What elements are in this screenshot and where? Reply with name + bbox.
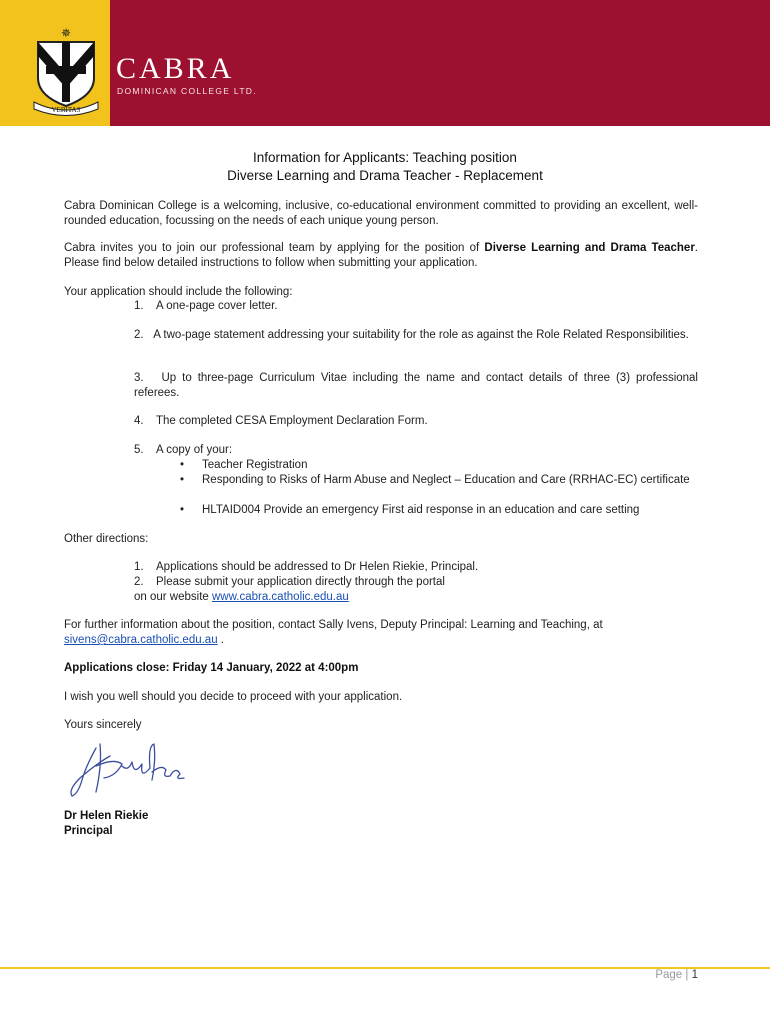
role-name: Diverse Learning and Drama Teacher (484, 242, 695, 254)
closing-salutation: Yours sincerely (64, 719, 142, 731)
list-item: 1. A one-page cover letter. (134, 300, 278, 312)
list-item: 5. A copy of your: (134, 444, 233, 456)
website-line: on our website www.cabra.catholic.edu.au (134, 591, 349, 603)
email-link[interactable]: sivens@cabra.catholic.edu.au (64, 634, 218, 646)
signatory-name: Dr Helen Riekie (64, 810, 149, 822)
brand-subtitle: DOMINICAN COLLEGE LTD. (117, 86, 257, 96)
include-heading: Your application should include the following: (64, 286, 293, 298)
list-item: 4. The completed CESA Employment Declaration Form. (134, 415, 428, 427)
document-subtitle: Diverse Learning and Drama Teacher - Replacement (227, 168, 543, 183)
other-heading: Other directions: (64, 533, 149, 545)
contact-paragraph: For further information about the position, contact Sally Ivens, Deputy Principal: Learning and Teaching, at sivens@cabra.catholic.edu.au . (64, 619, 603, 646)
invite-paragraph: Cabra invites you to join our professional team by applying for the position of Diverse Learning and Drama Teacher. Please find below detailed instructions to follow when submitting your application. (64, 242, 698, 269)
bullet-icon: • (180, 504, 185, 516)
college-crest-icon (30, 26, 102, 116)
intro-paragraph: Cabra Dominican College is a welcoming, inclusive, co-educational environment committed to providing an excellent, well-rounded education, focussing on the needs of each unique young person. (64, 200, 698, 227)
svg-text:✵: ✵ (60, 26, 72, 40)
bullet-icon: • (180, 459, 185, 471)
bullet-icon: • (180, 474, 185, 486)
document-title: Information for Applicants: Teaching position (253, 150, 517, 165)
list-item: 1. Applications should be addressed to Dr Helen Riekie, Principal. (134, 561, 479, 573)
closing-wish: I wish you well should you decide to proceed with your application. (64, 691, 403, 703)
list-item: 2. A two-page statement addressing your suitability for the role as against the Role Related Responsibilities. (134, 329, 689, 341)
logo-panel (0, 0, 110, 126)
bullet-item: • HLTAID004 Provide an emergency First aid response in an education and care setting (180, 504, 640, 516)
signatory-title: Principal (64, 825, 113, 837)
brand-name: CABRA (116, 52, 235, 85)
list-item: 2. Please submit your application directly through the portal (134, 576, 445, 588)
page-number: Page | 1 (655, 969, 698, 981)
crest-motto: VERITAS (51, 106, 81, 114)
bullet-item: • Responding to Risks of Harm Abuse and Neglect – Education and Care (RRHAC-EC) certificate (180, 474, 690, 486)
applications-close: Applications close: Friday 14 January, 2022 at 4:00pm (64, 662, 359, 674)
bullet-item: • Teacher Registration (180, 459, 308, 471)
signature-image (66, 736, 190, 802)
list-item: 3. Up to three-page Curriculum Vitae including the name and contact details of three (3) professional referees. (134, 372, 698, 399)
website-link[interactable]: www.cabra.catholic.edu.au (212, 591, 349, 603)
